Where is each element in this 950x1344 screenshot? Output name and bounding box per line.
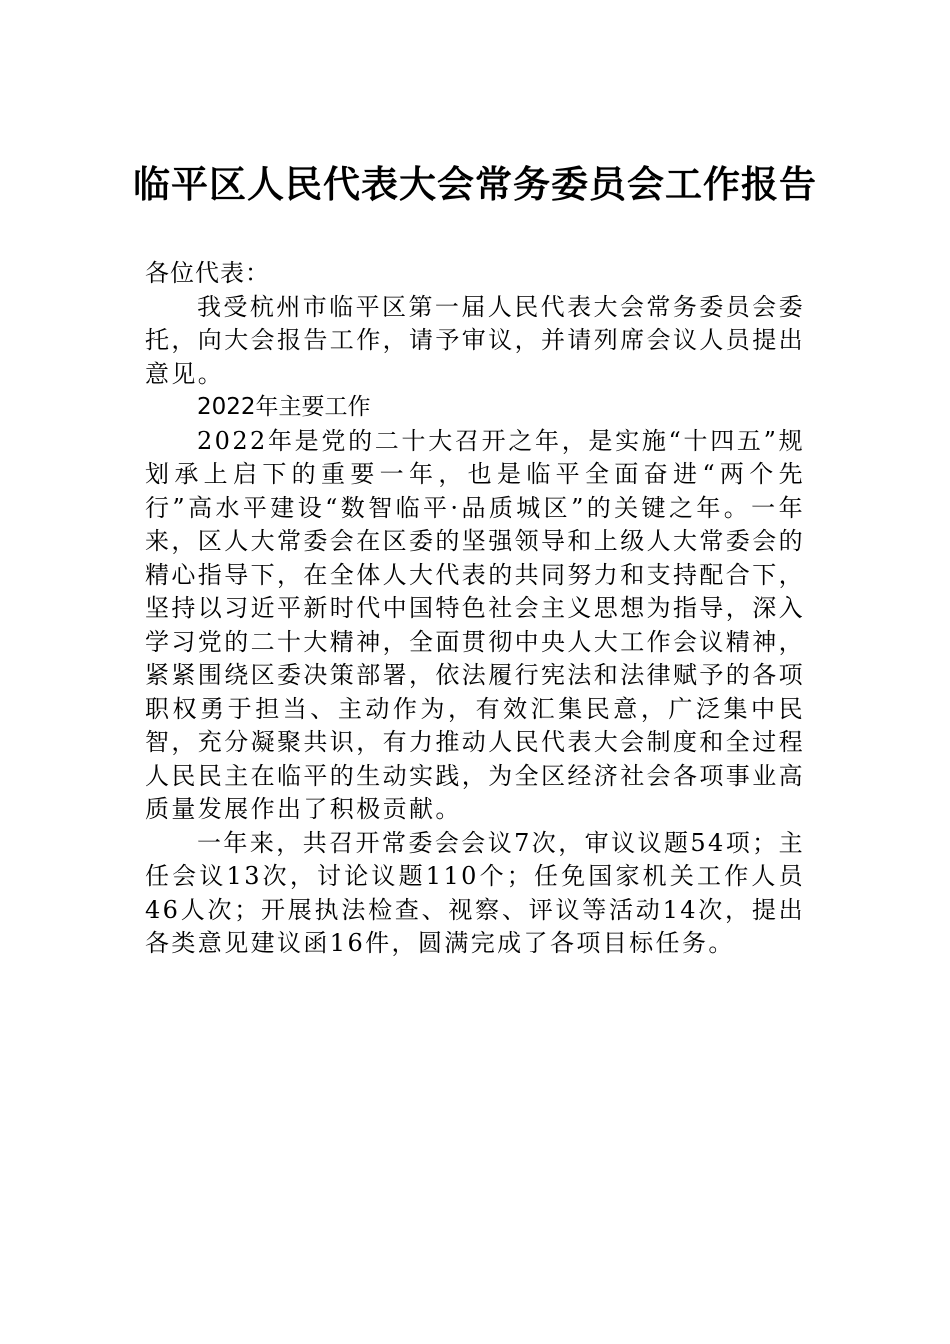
report-body	[145, 257, 805, 961]
statistics-paragraph: 一年来，共召开常委会会议7次，审议议题54项；主任会议13次，讨论议题110个；任免国家机关工作人员46人次；开展执法检查、视察、评议等活动14次，提出各类意见建议函16件，圆满完成了各项目标任务。	[145, 828, 805, 957]
work-summary-paragraph: 2022年是党的二十大召开之年，是实施“十四五”规划承上启下的重要一年，也是临平全面奋进“两个先行”高水平建设“数智临平·品质城区”的关键之年。一年来，区人大常委会在区委的坚强领导和上级人大常委会的精心指导下，在全体人大代表的共同努力和支持配合下，坚持以习近平新时代中国特色社会主义思想为指导，深入学习党的二十大精神，全面贯彻中央人大工作会议精神，紧紧围绕区委决策部署，依法履行宪法和法律赋予的各项职权勇于担当、主动作为，有效汇集民意，广泛集中民智，充分凝聚共识，有力推动人民代表大会制度和全过程人民民主在临平的生动实践，为全区经济社会各项事业高质量发展作出了积极贡献。	[145, 426, 805, 823]
report-title: 临平区人民代表大会常务委员会工作报告	[133, 162, 817, 206]
intro-paragraph: 我受杭州市临平区第一届人民代表大会常务委员会委托，向大会报告工作，请予审议，并请列席会议人员提出意见。	[145, 292, 805, 388]
salutation: 各位代表：	[145, 259, 270, 287]
section-heading: 2022年主要工作	[197, 394, 371, 420]
